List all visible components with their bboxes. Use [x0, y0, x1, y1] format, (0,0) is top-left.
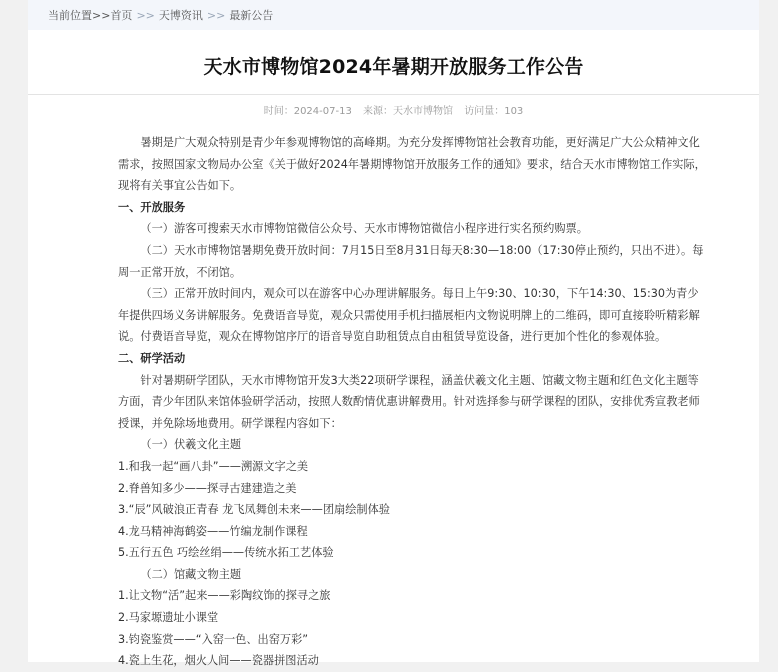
publish-date: 时间：2024-07-13	[263, 106, 352, 117]
page-title: 天水市博物馆2024年暑期开放服务工作公告	[203, 56, 584, 78]
article-body	[28, 120, 759, 672]
body-paragraph: （三）正常开放时间内，观众可以在游客中心办理讲解服务。每日上午9:30、10:30，下午14:30、15:30为青少年提供四场义务讲解服务。免费语音导览，观众只需使用手机扫描展柜内文物说明牌上的二维码，即可直接聆听精彩解说。付费语音导览，观众在博物馆序厅的语音导览自助租赁点自由租赁导览设备，进行更加个性化的参观体验。	[118, 287, 700, 344]
list-item: 4.瓷上生花，烟火人间——瓷器拼图活动	[118, 654, 319, 668]
list-item: 4.龙马精神海鹤姿——竹编龙制作课程	[118, 524, 308, 538]
body-paragraph: （二）天水市博物馆暑期免费开放时间：7月15日至8月31日每天8:30—18:00（17:30停止预约，只出不进）。每周一正常开放，不闭馆。	[118, 243, 704, 279]
list-item: 2.脊兽知多少——探寻古建建造之美	[118, 481, 297, 495]
breadcrumb-separator: >>	[136, 9, 155, 22]
list-item: 5.五行五色 巧绘丝绢——传统水拓工艺体验	[118, 546, 334, 560]
list-item: 1.让文物“活”起来——彩陶纹饰的探寻之旅	[118, 589, 331, 603]
breadcrumb-home-link[interactable]: 首页	[110, 9, 133, 22]
title-area	[28, 30, 759, 95]
subsection-heading: （二）馆藏文物主题	[140, 567, 242, 581]
article-source: 来源：天水市博物馆	[363, 106, 454, 117]
article-meta	[28, 102, 759, 120]
list-item: 3.钧瓷鉴赏——“入窑一色、出窑万彩”	[118, 632, 309, 646]
list-item: 3.“辰”风破浪正青春 龙飞凤舞创未来——团扇绘制体验	[118, 503, 390, 517]
body-paragraph: 针对暑期研学团队，天水市博物馆开发3大类22项研学课程，涵盖伏羲文化主题、馆藏文物主题和红色文化主题等方面，青少年团队来馆体验研学活动，按照人数酌情优惠讲解费用。针对选择参与研学课程的团队，安排优秀宣教老师授课，并免除场地费用。研学课程内容如下：	[118, 373, 700, 430]
body-paragraph: （一）游客可搜索天水市博物馆微信公众号、天水市博物馆微信小程序进行实名预约购票。	[140, 222, 588, 236]
breadcrumb-current-link[interactable]: 最新公告	[229, 9, 274, 22]
intro-paragraph: 暑期是广大观众特别是青少年参观博物馆的高峰期。为充分发挥博物馆社会教育功能，更好满足广大公众精神文化需求，按照国家文物局办公室《关于做好2024年暑期博物馆开放服务工作的通知》要求，结合天水市博物馆工作实际，现将有关事宜公告如下。	[118, 136, 706, 193]
section-heading: 一、开放服务	[118, 200, 186, 214]
list-item: 1.和我一起“画八卦”——溯源文字之美	[118, 459, 309, 473]
breadcrumb-separator: >>	[92, 9, 111, 22]
subsection-heading: （一）伏羲文化主题	[140, 438, 242, 452]
breadcrumb-section-link[interactable]: 天博资讯	[158, 9, 203, 22]
view-count: 访问量：103	[464, 106, 524, 117]
breadcrumb-separator: >>	[206, 9, 226, 22]
section-heading: 二、研学活动	[118, 351, 186, 365]
article-page	[28, 0, 759, 668]
list-item: 2.马家塬遗址小课堂	[118, 611, 219, 625]
breadcrumb	[28, 0, 759, 30]
breadcrumb-prefix: 当前位置	[48, 9, 92, 22]
